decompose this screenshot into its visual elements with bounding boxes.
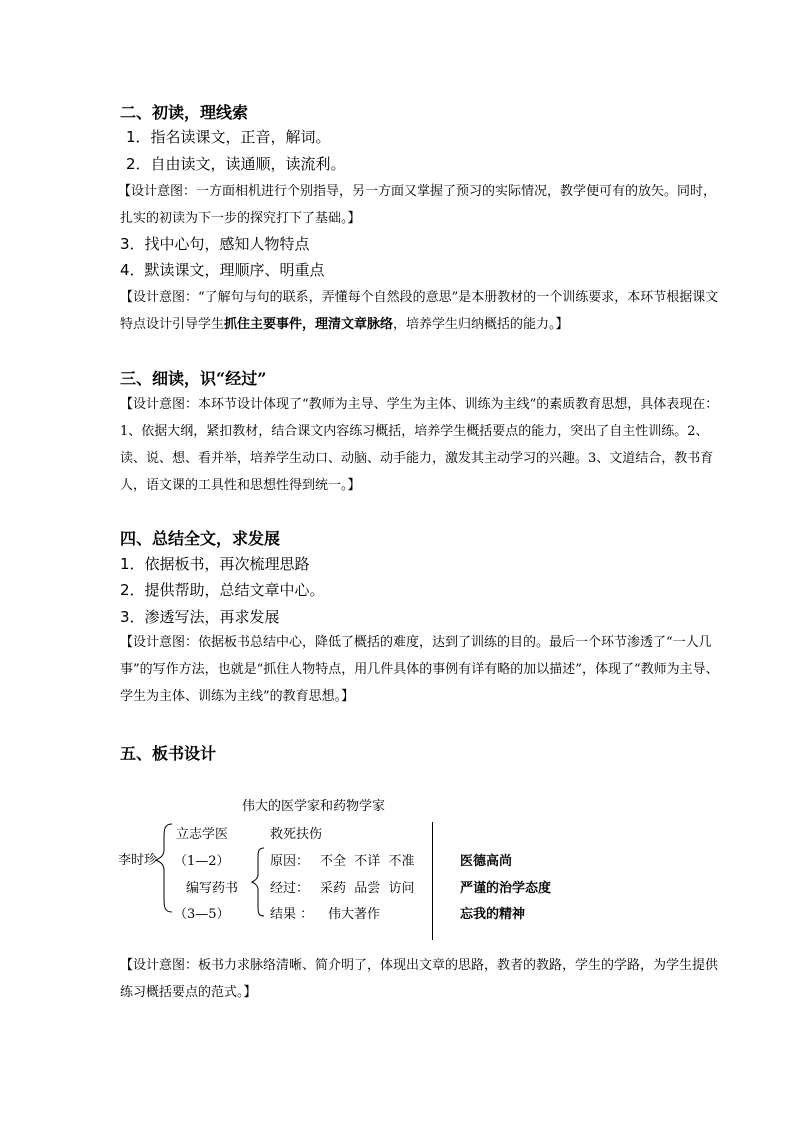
board-row-text: 采药 品尝 访问 [320,881,415,896]
list-item: 1．依据板书，再次梳理思路 [120,555,310,573]
list-item: 3．渗透写法，再求发展 [120,608,280,626]
board-row-text: 不全 不详 不准 [320,854,415,869]
board-quality: 严谨的治学态度 [460,881,552,896]
section-title-2: 二、初读，理线索 [120,103,249,122]
list-item: 2．提供帮助，总结文章中心。 [120,581,325,599]
board-row-text: 伟大著作 [328,907,381,922]
board-branch1-range: （1—2） [174,854,230,869]
design-note: 【设计意图：一方面相机进行个别指导，另一方面又掌握了预习的实际情况，教学便可有的放矢。同时，扎实的初读为下一步的探究打下了基础。】 [118,184,717,226]
board-branch1-detail: 救死扶伤 [270,827,323,842]
board-quality: 医德高尚 [460,854,513,869]
board-branch2-range: （3—5） [174,907,230,922]
list-item: 2．自由读文，读通顺，读流利。 [126,155,346,173]
board-branch1: 立志学医 [176,827,229,842]
board-branch2: 编写药书 [186,881,239,896]
board-name: 李时珍 [118,853,158,868]
design-note: 【设计意图：本环节设计体现了“教师为主导、学生为主体、训练为主线”的素质教育思想，具体表现在：1、依据大纲，紧扣教材，结合课文内容练习概括，培养学生概括要点的能力，突出了自主性训练。2、读、说、想、看并举，培养学生动口、动脑、动手能力，激发其主动学习的兴趣。3、文道结合，教书育人，语文课的工具性和思想性得到统一。】 [120,397,719,493]
list-item: 4．默读课文，理顺序、明重点 [120,261,325,279]
board-row-label: 结果 ： [270,907,314,922]
board-brace-small [248,844,268,920]
board-divider [432,822,433,940]
board-row-label: 原因： [270,854,310,869]
board-heading: 伟大的医学家和药物学家 [242,799,386,814]
list-item: 3．找中心句，感知人物特点 [120,235,310,253]
design-note: 【设计意图：板书力求脉络清晰、简介明了，体现出文章的思路，教者的教路，学生的学路，为学生提供练习概括要点的范式。】 [120,958,719,1000]
section-title-5: 五、板书设计 [120,744,217,763]
list-item: 1．指名读课文，正音，解词。 [126,128,331,146]
board-quality: 忘我的精神 [460,907,526,922]
board-row-label: 经过： [270,881,310,896]
section-title-3: 三、细读，识“经过” [120,369,267,388]
design-note: 【设计意图：依据板书总结中心，降低了概括的难度，达到了训练的目的。最后一个环节渗透了“一人几事”的写作方法，也就是“抓住人物特点，用几件具体的事例有详有略的加以描述”，体现了“教师为主导、学生为主体、训练为主线”的教育思想。】 [120,635,719,704]
note-text: ，培养学生归纳概括的能力。】 [393,317,569,332]
design-note [120,284,720,338]
note-text: 【设计意图：“了解句与句的联系，弄懂每个自然段的意思”是本册教材的一个训练要求，本环节根据课文特点设计引导学生 [120,290,719,332]
note-emphasis: 抓住主要事件，理清文章脉络 [224,317,394,332]
section-title-4: 四、总结全文，求发展 [120,529,281,548]
